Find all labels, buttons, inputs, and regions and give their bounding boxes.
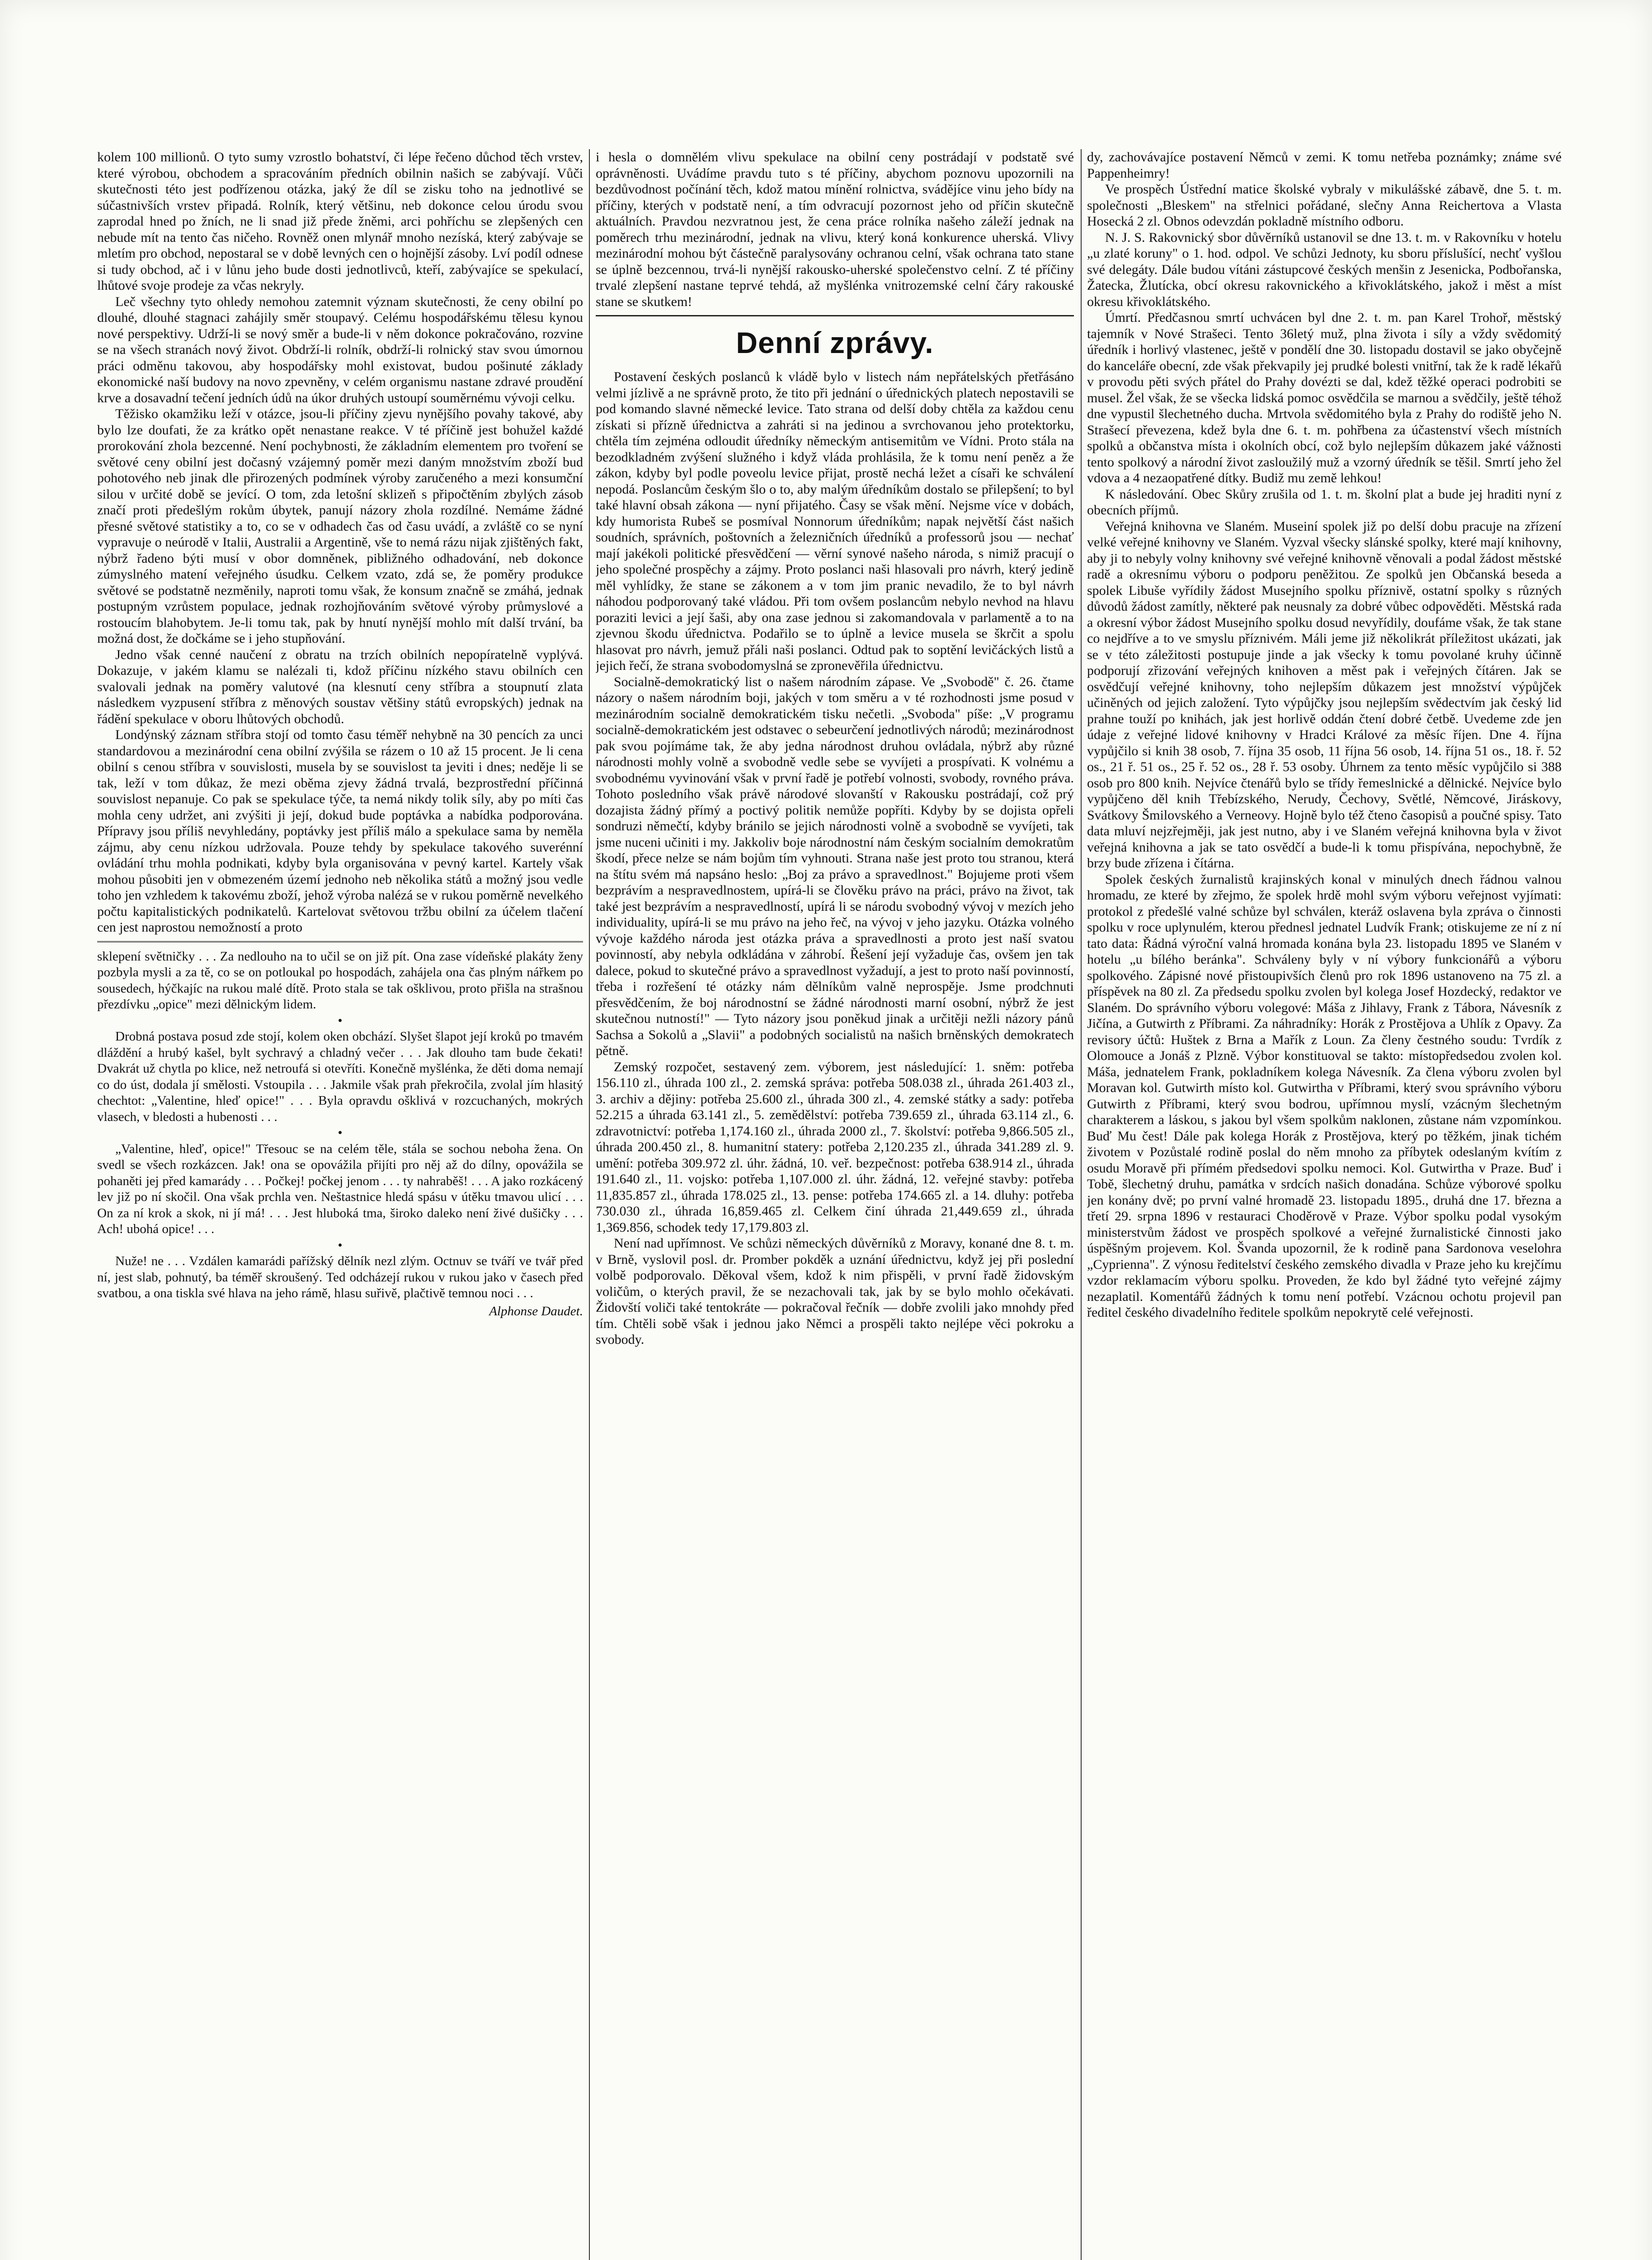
column-middle bbox=[596, 149, 1074, 2260]
section-rule bbox=[596, 315, 1074, 316]
article-paragraph: kolem 100 millionů. O tyto sumy vzrostlo bohatství, či lépe řečeno důchod těch vrstev, které výrobou, obchodem a spracováním předních obilnin našich se zabývají. Vůči skutečnosti této jest podřízenou otázka, jaký že díl se zisku toho na jednotlivé se súčastnivších vrstev připadá. Rolník, který většinu, neb dokonce celou úrodu svou zaprodal hned po žních, ne li snad již přede žněmi, arci pohříchu se zlepšených cen nebude mít na tento čas ničeho. Rovněž onen mlynář mnoho nezíská, který zabývaje se mletím pro obchod, nepostaral se v době levných cen o hojnější zásoby. Lví podíl odnese si tudy obchod, ač i v lůnu jeho bude dosti jednotlivců, kteří, zabývajíce se spekulací, lhůtové svoje prodeje za včas nekryly. bbox=[97, 150, 583, 293]
news-item: Socialně-demokratický list o našem národním zápase. Ve „Svobodě" č. 26. čtame názory o našem národním boji, jakých v tom směru a v té rozhodnosti jsme posud v mezinárodním socialně demokratickém tisku nečetli. „Svoboda" píše: „V programu socialně-demokratickém jest odstavec o sebeurčení jednotlivých národů; mezinárodnost pak svou pojímáme tak, že aby jedna národnost druhou ovládala, nýbrž aby různé národnosti mohly volně a svobodně vedle sebe se vyvíjeti a prospívati. K volnému a svobodnému vyvinování však v první řadě je potřebí volnosti, svobody, rovného práva. Tohoto posledního však právě národové slovanští v Rakousku postrádají, což prý dozajista žádný přímý a poctivý politik nemůže popříti. Kdyby by se dojista opřeli sondruzi němečtí, kdyby bránilo se jejich národnosti volně a svobodně se vyvíjeti, tak jsme nuceni učiniti i my. Jakkoliv boje národnostní nám českým socialním demokratům škodí, přece nelze se nám bojům tím vyhnouti. Strana naše jest proto tou stranou, která na štítu svém má napsáno heslo: „Boj za právo a spravedlnost." Bojujeme proti všem bezprávím a nespravedlnostem, upírá-li se člověku právo na práci, právo na život, tak také jest bezprávím a nespravedlností, upírá li se národu svobodný vývoj v mezích jeho individuality, upírá-li se mu právo na jeho řeč, na vývoj v jeho jazyku. Otázka volného vývoje každého národa jest otázka práva a spravedlnosti a proto jest naší svatou povinností, aby nebyla odkládána v záhrobí. Řešení její vyžaduje čas, ovšem jen tak dalece, pokud to skutečné právo a spravedlnost vyžadují, a jest to proto naší povinností, třeba i rozřešení té otázky nám dělníkům valně neprospěje. Jsme prodchnuti přesvědčením, že boj národnostní se žádné národnosti marní osobní, nýbrž že jest skutečnou nutností!" — Tyto názory jsou poněkud jinak a určitěji nežli názory pánů Sachsa a Sokolů a „Slavii" a podobných socialistů na našich brněnských demokratech pětně. bbox=[596, 674, 1074, 1058]
separator-dot: • bbox=[338, 1125, 343, 1140]
separator-dot: • bbox=[338, 1238, 343, 1252]
article-paragraph: Těžisko okamžiku leží v otázce, jsou-li příčiny zjevu nynějšího povahy takové, aby bylo lze doufati, že za krátko opět nenastane reakce. V té příčině jest bohužel každé prorokování zhola bezcenné. Není pochybnosti, že základním elementem pro tvoření se světové ceny obilní jest dočasný vzájemný poměr mezi daným množstvím zboží bud pohotového neb jinak dle přirozených podmínek výroby zaručeného a mezi konsumční silou v určité době se jevící. O tom, zda letošní sklizeň s připočtěním zbylých zásob značí proti předešlým rokům úbytek, panují názory zhola rozdílné. Nemáme žádné přesné světové statistiky a to, co se v odhadech čas od času uvádí, a zvláště co se nyní vypravuje o neúrodě v Italii, Australii a Argentině, vše to nemá rázu nijak zjištěných fakt, nýbrž řadeno býti musí v obor domněnek, pibližného odhadování, neb dokonce zúmyslného matení veřejného úsudku. Celkem vzato, zdá se, že poměry produkce světové se podstatně nezměnily, naproti tomu však, že konsum značně se zmáhá, jednak postupným vzrůstem populace, jednak rozhojňováním světové výroby průmyslové a rostoucím blahobytem. Je-li tomu tak, pak by hnutí nynější mohlo mít další trvání, ba možná dost, že dočkáme se i jeho stupňování. bbox=[97, 406, 583, 646]
news-item: Úmrtí. Předčasnou smrtí uchvácen byl dne 2. t. m. pan Karel Trohoř, městský tajemník v Nové Strašeci. Tento 36letý muž, plna života i síly a vždy svědomitý úředník i horlivý vlastenec, ještě v pondělí dne 30. listopadu dostavil se jako obyčejně do kanceláře obecní, zde však překvapily jej prudké bolesti vnitřní, tak že k radě lékařů v provodu pěti svých přátel do Prahy dovézti se dal, kdež těžké operaci podrobiti se musel. Žel však, že se všecka lidská pomoc osvědčila se marnou a svědčily, ještě téhož dne vypustil šlechetného ducha. Mrtvola svědomitého byla z Prahy do rodiště jeho N. Strašecí převezena, kdež byla dne 6. t. m. pohřbena za účastenství všech místních spolků a občanstva místa i okolních obcí, což bylo nejlepším důkazem jaké vážnosti tento spolkový a národní život zasloužilý muž a vzorný úředník se těšil. Smrtí jeho žel vdova a 4 nezaopatřené dítky. Budiž mu země lehkou! bbox=[1087, 310, 1562, 485]
news-item: Ve prospěch Ústřední matice školské vybraly v mikulášské zábavě, dne 5. t. m. společnosti „Bleskem" na střelnici pořádané, slečny Anna Reichertova a Vlasta Hosecká 2 zl. Obnos odevzdán pokladně místního odboru. bbox=[1087, 182, 1562, 229]
feuilleton-paragraph: Nuže! ne . . . Vzdálen kamarádi pařížský dělník nezl zlým. Octnuv se tváří ve tvář před ní, jest slab, pohnutý, ba téměř skroušený. Ted odcházejí rukou v rukou jako v časech před svatbou, a ona tiskla své hlava na jeho rámě, hlasu suřivě, plačtivě temnou noci . . . bbox=[97, 1254, 583, 1300]
news-item: Není nad upřímnost. Ve schůzi německých důvěrníků z Moravy, konané dne 8. t. m. v Brně, vyslovil posl. dr. Promber pokděk a uznání úřednictvu, když jej při poslední volbě podporovalo. Děkoval všem, kdož k nim přispěli, v první řadě židovským voličům, o kterých pravil, že se nezachovali tak, jak by se bylo mohlo očekávati. Židovští voliči také tentokráte — pokračoval řečník — dobře zvolili jako mnohdy před tím. Chtěli sobě však i jednou jako Němci a prospěli takto nejlépe věci pokroku a svobody. bbox=[596, 1236, 1074, 1347]
column-divider bbox=[589, 149, 590, 2260]
column-right bbox=[1087, 149, 1562, 2260]
column-divider bbox=[1081, 149, 1082, 2260]
feuilleton-paragraph: „Valentine, hleď, opice!" Třesouc se na celém těle, stála se sochou neboha žena. On svedl se všech rozkázcen. Jak! ona se opovážila přijíti pro něj až do dílny, opovážila se pohaněti jej před kamarády . . . Počkej! počkej jenom . . . ty nahraběš! . . . A jako rozkácený lev již po ní skočil. Ona však prchla ven. Neštastnice hledá spásu v útěku tmavou ulicí . . . On za ní krok a skok, ni jí má! . . . Jest hluboká tma, široko daleko není živé dušičky . . . Ach! ubohá opice! . . . bbox=[97, 1141, 583, 1236]
section-heading: Denní zprávy. bbox=[736, 326, 934, 359]
separator-dot: • bbox=[338, 1013, 343, 1028]
article-paragraph: i hesla o domnělém vlivu spekulace na obilní ceny postrádají v podstatě své oprávněnosti. Uvádíme pravdu tuto s té příčiny, abychom poznovu upozornili na bezdůvodnost počínání těch, kdož matou mínění rolnictva, svádějíce vinu jeho bídy na příčiny, kterých v podstatě není, a tím odvracují pozornost jeho od příčin skutečně aktuálních. Pravdou nezvratnou jest, že cena práce rolníka našeho záleží jednak na poměrech trhu mezinárodní, jednak na vlivu, který koná konkurence uherská. Vlivy mezinárodní mohou být částečně paralysovány ochranou celní, však ochrana tato stane se úplně bezcennou, trvá-li nynější rakousko-uherské společenstvo celní. Z té příčiny trvalé zlepšení nastane teprvé tehdá, až myšlénka vnitrozemské celní čáry rakouské stane se skutkem! bbox=[596, 150, 1074, 309]
feuilleton bbox=[97, 949, 583, 1320]
feuilleton-paragraph: Drobná postava posud zde stojí, kolem oken obchází. Slyšet šlapot její kroků po tmavém dláždění a hrubý kašel, bylt sychravý a chladný večer . . . Jak dlouho tam bude čekati! Dvakrát už chytla po klice, než netroufá si otevříti. Konečně myšlénka, že děti doma nemají co do úst, dodala jí smělosti. Vstoupila . . . Jakmile však prah překročila, zvolal jím hlasitý chechtot: „Valentine, hleď opice!" . . . Byla opravdu ošklivá v rozcuchaných, mokrých vlasech, v bledosti a hubenosti . . . bbox=[97, 1029, 583, 1124]
news-item: Zemský rozpočet, sestavený zem. výborem, jest následující: 1. sněm: potřeba 156.110 zl., úhrada 100 zl., 2. zemská správa: potřeba 508.038 zl., úhrada 261.403 zl., 3. archiv a dějiny: potřeba 25.600 zl., úhrada 300 zl., 4. zemské státky a sady: potřeba 52.215 a úhrada 63.141 zl., 5. zemědělství: potřeba 739.659 zl., úhrada 63.114 zl., 6. zdravotnictví: potřeba 1,174.160 zl., úhrada 2000 zl., 7. školství: potřeba 9,866.505 zl., úhrada 200.450 zl., 8. humanitní statery: potřeba 2,120.235 zl., úhrada 341.289 zl. 9. umění: potřeba 309.972 zl. úhr. žádná, 10. veř. bezpečnost: potřeba 638.914 zl., úhrada 191.640 zl., 11. vojsko: potřeba 1,107.000 zl. úhr. žádná, 12. veřejné stavby: potřeba 11,835.857 zl., úhrada 178.025 zl., 13. pense: potřeba 174.665 zl. a 14. dluhy: potřeba 730.030 zl., úhrada 16,859.465 zl. Celkem činí úhrada 21,449.659 zl., úhrada 1,369.856, schodek tedy 17,179.803 zl. bbox=[596, 1059, 1074, 1235]
news-item: N. J. S. Rakovnický sbor důvěrníků ustanovil se dne 13. t. m. v Rakovníku v hotelu „u zlaté koruny" o 1. hod. odpol. Ve schůzi Jednoty, ku sboru příslušící, nechť vyšlou své delegáty. Dále budou vítáni zástupcové českých menšin z Jesenicka, Podbořanska, Žatecka, Žlutícka, obcí okresu rakovnického a křivoklátského, jakož i měst a míst okresu křivoklátského. bbox=[1087, 230, 1562, 309]
news-item: Postavení českých poslanců k vládě bylo v listech nám nepřátelských přetřásáno velmi jízlivě a ne správně proto, že tito při jednání o úřednických platech nepostavili se pod komando slavné německé levice. Tato strana od delší doby chtěla za každou cenu získati si přízně úřednictva a zahráti si na jedinou a svrchovanou jeho protektorku, chtěla tím zejména odloudit úředníky německým antisemitům ve Vídni. Proto stála na bezodkladném zvýšení služného i když vláda prohlásila, že k tomu není peněz a že zákon, kdyby byl podle poveolu levice přijat, prostě nechá ležet a císaři ke schválení nepodá. Poslancům českým šlo o to, aby malým úředníkům dostalo se přilepšení; to byl také hlavní obsah zákona — nyní přijatého. Časy se však mění. Nejsme více v dobách, kdy humorista Rubeš se posmíval Nonnorum úředníkům; napak největší část našich soudních, správních, poštovních a železničních úředníků a professorů jsou — nechať mají jakékoli politické přesvědčení — věrní synové našeho národa, s nimiž pracují o jeho společné prospěchy a zájmy. Proto poslanci naši hlasovali pro návrh, který jedině měl vyhlídky, že stane se zákonem a v tom jim pranic nevadilo, že to byl návrh náhodou podporovaný také vládou. Při tom ovšem poslancům nebylo nevhod na hlavu poraziti levici a její šaši, aby ona zase jednou si zakomandovala v parlamentě a to na zjevnou škodu úřednictva. Podařilo se to úplně a levice musela se škrčit a spolu hlasovat pro návrh, jemuž přáli naši poslanci. Odtud pak to soptění levičáckých listů a jejich řečí, že strana svobodomyslná se zpronevěřila úřednictvu. bbox=[596, 369, 1074, 673]
news-item: Spolek českých žurnalistů krajinských konal v minulých dnech řádnou valnou hromadu, ze které by zřejmo, že spolek hrdě mohl svým výboru veřejnost vyjímati: protokol z předešlé valné schůze byl schválen, kteráž oslavena byla zpráva o činnosti spolku v roce uplynulém, kterou přednesl jednatel Ludvík Frank; otiskujeme ze ní z ní tato data: Řádná výroční valná hromada konána byla 23. listopadu 1895 ve Slaném v hotelu „u bílého beránka". Schváleny byly v ní výbory funkcionářů a výboru spolkového. Zápisné nové přistoupivších členů pro rok 1896 ustanoveno na 75 zl. a příspěvek na 80 zl. Za předsedu spolku zvolen byl kolega Josef Hozdecký, redaktor ve Slaném. Do správního výboru volegové: Máša z Jihlavy, Frank z Tábora, Návesník z Jičína, a Gutwirth z Příbrami. Za náhradníky: Horák z Prostějova a Uhlík z Opavy. Za revisory účtů: Huštek z Brna a Mařík z Loun. Za členy čestného soudu: Tvrdík z Olomouce a Jonáš z Plzně. Výbor konstituoval se takto: místopředsedou zvolen kol. Máša, jednatelem Frank, pokladníkem kolega Návesník. Za člena výboru zvolen byl Moravan kol. Gutwirth místo kol. Gutwirtha v Příbrami, který svou správního výboru Gutwirth z Příbrami, který svou bodrou, upřímnou myslí, vzácným šlechetným charakterem a láskou, s jakou byl všem spolkům naklonen, zůstane nám vzpomínkou. Buď Mu čest! Dále pak kolega Horák z Prostějova, který po těžkém, jinak tichém životem v Pozůstalé rodině poslal do něm mnoho za příbytek odeslaným kvítím z osudu Moravě při přímém předsedovi spolku nemoci. Kol. Gutwirtha v Praze. Buď i Tobě, šlechetný druhu, památka v srdcích našich donadána. Schůze výborové spolku jen konány dvě; po první valné hromadě 23. listopadu 1895., druhá dne 17. března a třetí 29. srpna 1896 v restauraci Choděrově v Praze. Výbor spolku podal vysokým ministerstvům žádost ve prospěch spolkové a veřejné žurnalistické činnosti jako úspěšným projevem. Kol. Švanda upozornil, že k rodině pana Sardonova veselohra „Cyprienna". Z výnosu ředitelství českého zemského divadla v Praze jeho ku krejčímu vzdor reklamacím výboru spolku. Proveden, že kdo byl žádné tyto veřejné zájmy nezaplatil. Komentářů žádných k tomu není potřebí. Vzácnou ochotu projevil pan ředitel českého divadelního ředitele spolkům nepokrytě celé veřejnosti. bbox=[1087, 871, 1562, 1320]
article-paragraph: Leč všechny tyto ohledy nemohou zatemnit význam skutečnosti, že ceny obilní po dlouhé, dlouhé stagnaci zahájily směr stoupavý. Celému hospodářskému tělesu kynou nové perspektivy. Udrží-li se nový směr a bude-li v něm dokonce pokračováno, rozvine se na všech stranách nový život. Obdrží-li rolník, obdrží-li rolnický stav svou úmornou práci odměnu takovou, aby hospodářsky mohl existovat, budou pošinuté základy ekonomické naší budovy na novo zpevněny, v celém organismu nastane zdravé proudění krve a dosavadní tečení jedních údů na úkor druhých ustoupí souměrnému vývoji celku. bbox=[97, 294, 583, 405]
article-paragraph: Jedno však cenné naučení z obratu na trzích obilních nepopíratelně vyplývá. Dokazuje, v jakém klamu se nalézali ti, kdož příčinu nízkého stavu obilních cen svalovali jednak na poměry valutové (na klesnutí ceny stříbra a stoupnutí zlata následkem vyzpusení stříbra z měnových soustav většiny států evropských) jednak na řádění spekulace v oboru lhůtových obchodů. bbox=[97, 647, 583, 726]
article-paragraph: Londýnský záznam stříbra stojí od tomto času téměř nehybně na 30 pencích za unci standardovou a mezinárodní cena obilní zvýšila se rázem o 10 až 15 procent. Je li cena obilní s cenou stříbra v souvislosti, musela by se souvislost ta jeviti i dnes; neděje li se tak, leží v tom důkaz, že mezi oběma zjevy žádná trvalá, bezprostřední příčinná souvislost nepanuje. Co pak se spekulace týče, ta nemá nikdy tolik síly, aby po míti čas mohla ceny udržet, ani zvýšiti ji její, dokud bude poptávka a nabídka podporována. Přípravy jsou příliš nevyhledány, poptávky jest příliš málo a spekulace sama by neměla zájmu, aby cenu nízkou udržovala. Pouze tehdy by spekulace takového suverénní ovládání trhu mohla podnikati, kdyby byla organisována v pevný kartel. Kartely však mohou působiti jen v obmezeném území jednoho neb několika států a možný jsou vedle toho jen vzhledem k takovému zboží, jehož výroba nalézá se v rukou poměrně nevelkého počtu kapitalistických podnikatelů. Kartelovat světovou tržbu obilní za účelem tlačení cen jest naprostou nemožností a proto bbox=[97, 727, 583, 935]
column-left bbox=[97, 149, 583, 2260]
news-item: K následování. Obec Skůry zrušila od 1. t. m. školní plat a bude jej hraditi nyní z obecních příjmů. bbox=[1087, 486, 1562, 518]
author-signature: Alphonse Daudet. bbox=[489, 1304, 583, 1318]
news-item: dy, zachovávajíce postavení Němců v zemi. K tomu netřeba poznámky; známe své Pappenheimry! bbox=[1087, 150, 1562, 181]
news-item: Veřejná knihovna ve Slaném. Museiní spolek již po delší dobu pracuje na zřízení velké veřejné knihovny ve Slaném. Vyzval všecky slánské spolky, které mají knihovny, aby ji to nebyly volny knihovny své veřejné knihovně věnovali a podal žádost městské radě a okresnímu výboru o podporu peněžitou. Ze spolků jen Občanská beseda a spolek Libuše vyřídily žádost Musejního spolku příznivě, ostatní spolky s různých důvodů žádost zamítly, některé pak neusnaly za dobré vůbec odpověděti. Městská rada a okresní výbor žádost Musejního spolku dosud nevyřídily, doufáme však, že tak stane co nejdříve a to ve smyslu příznivém. Máli jeme již několikrát příležitost ukázati, jak se v této záležitosti postupuje jinde a jak všecky k tomu povolané kruhy účinně podporují zřizování veřejných knihoven a měst pak i veřejných čítáren. Jak se osvědčují veřejné knihovny, toho nejlepším důkazem jest množství výpůjček učiněných od jejich založení. Tyto výpůjčky jsou nejlepším svědectvím jak český lid prahne touží po knihách, jak jest horlivě oddán čtení dobré četbě. Uvedeme zde jen údaje z veřejné lidové knihovny v Hradci Králové za měsíc říjen. Dne 4. října vypůjčilo si knih 38 osob, 7. října 35 osob, 11 října 56 osob, 14. října 51 os., 18. ř. 52 os., 21 ř. 51 os., 25 ř. 52 os., 28 ř. 53 osoby. Úhrnem za tento měsíc vypůjčilo si 388 osob pro 800 knih. Nejvíce čtenářů bylo se třídy řemeslnické a dělnické. Nejvíce bylo vypůjčeno děl knih Třebízského, Nerudy, Čechovy, Světlé, Němcové, Jiráskovy, Svátkovy Šmilovského a Verneovy. Hojně bylo též čteno časopisů a poučné spisy. Tato data mluví nejzřejměji, jak jest nutno, aby i ve Slaném veřejná knihovna byla v život veřejná knihovna a jak se tato osvědčí a bude-li k tomu přispívána, nepochybně, že brzy bude zřízena i čítárna. bbox=[1087, 518, 1562, 871]
feuilleton-paragraph: sklepení světničky . . . Za nedlouho na to učil se on již pít. Ona zase vídeňské plakáty ženy pozbyla mysli a za tě, co se on potloukal po hospodách, zahájela ona čas plným nářkem po sousedech, hýčkajíc na rukou malé dítě. Proto stala se tak ošklivou, proto přišla na strašnou přezdívku „opice" mezi dělnickým lidem. bbox=[97, 949, 583, 1012]
section-rule bbox=[97, 941, 583, 944]
